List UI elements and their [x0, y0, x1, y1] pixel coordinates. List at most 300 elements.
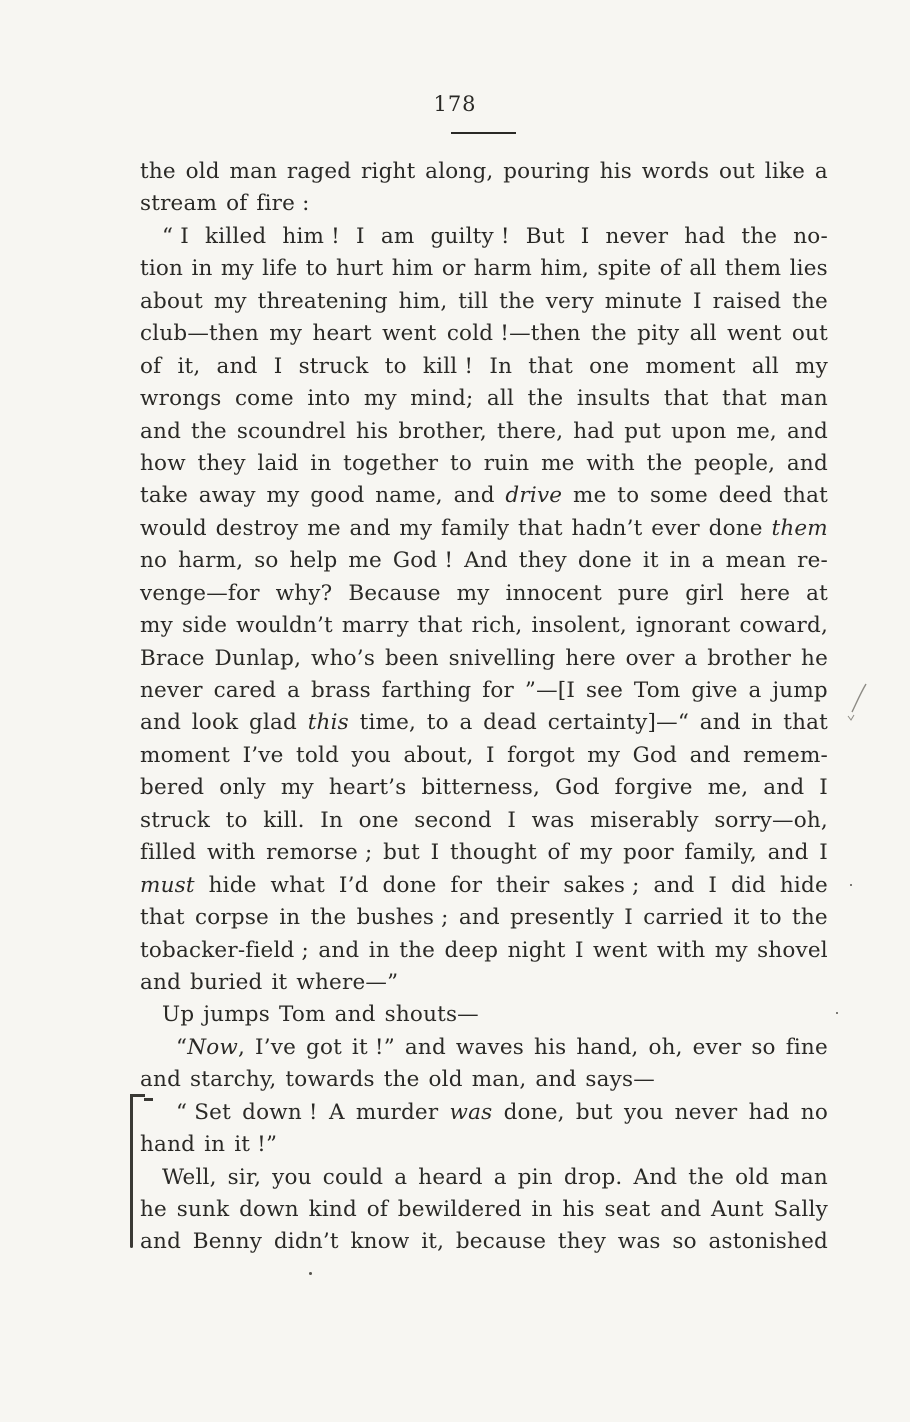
- word: some: [650, 483, 708, 509]
- word: and: [349, 515, 391, 541]
- word: heart’s: [328, 775, 407, 801]
- word: and: [699, 710, 741, 736]
- word: a: [493, 1164, 507, 1190]
- word: towards: [285, 1067, 375, 1093]
- word: raged: [286, 159, 352, 184]
- word: my: [140, 613, 173, 639]
- word: ”—[I: [524, 678, 576, 703]
- word: re-: [797, 548, 828, 574]
- word: one: [358, 807, 399, 833]
- word: that: [140, 905, 185, 931]
- word: the: [741, 223, 778, 249]
- word: jumps: [203, 1002, 270, 1028]
- word: me,: [736, 418, 777, 444]
- word: hurt: [336, 256, 384, 282]
- word: but: [383, 840, 420, 866]
- text-line: [140, 416, 828, 448]
- word: sunk: [176, 1197, 230, 1222]
- word: God: [555, 775, 600, 801]
- word: and: [140, 1229, 182, 1255]
- word: of: [659, 256, 682, 282]
- word: in: [368, 937, 390, 963]
- word: “ I: [162, 223, 189, 249]
- text-line: [140, 837, 828, 869]
- word: club—then: [140, 321, 259, 347]
- word: in: [310, 450, 332, 476]
- word: along,: [425, 159, 494, 184]
- word: it !”: [234, 1132, 278, 1158]
- text-line: [140, 188, 828, 220]
- word: all: [486, 386, 515, 412]
- word: shouts—: [384, 1002, 479, 1028]
- word: God: [632, 742, 678, 768]
- text-line: [140, 967, 828, 999]
- word: I’ve: [255, 1034, 296, 1060]
- word: no: [140, 548, 168, 574]
- word: hide: [779, 872, 828, 898]
- word: brother: [707, 645, 792, 671]
- word: I: [430, 840, 440, 866]
- word: and: [653, 872, 695, 898]
- word: man: [229, 159, 278, 184]
- word: help: [289, 548, 338, 574]
- word: about,: [403, 742, 474, 768]
- word: to: [450, 450, 472, 476]
- word: harm,: [178, 548, 244, 574]
- word: venge—for: [140, 580, 260, 606]
- word: drive: [505, 483, 563, 509]
- word: deep: [444, 937, 499, 963]
- word: ever: [651, 515, 700, 541]
- word: “ Set: [176, 1099, 231, 1125]
- word: hand,: [576, 1034, 639, 1060]
- word: no: [800, 1099, 828, 1125]
- word: dead: [483, 710, 538, 736]
- word: family: [441, 515, 510, 541]
- word: here: [739, 580, 791, 606]
- word: a: [459, 710, 473, 736]
- word: in: [531, 1197, 553, 1222]
- word: A: [328, 1099, 345, 1125]
- word: me: [541, 450, 575, 476]
- word: and: [453, 483, 495, 509]
- word: remem-: [743, 742, 828, 768]
- word: insolent,: [531, 613, 627, 639]
- word: in: [204, 1132, 226, 1158]
- text-line: [140, 318, 828, 350]
- word: had: [573, 418, 615, 444]
- word: who’s: [311, 645, 376, 671]
- word: insults: [576, 386, 651, 412]
- word: my: [220, 256, 254, 282]
- word: it: [271, 969, 288, 995]
- word: he: [140, 1197, 167, 1222]
- word: give: [691, 678, 738, 703]
- word: tion: [140, 256, 184, 282]
- word: struck: [140, 807, 211, 833]
- word: forgot: [507, 742, 575, 768]
- word: together: [343, 450, 439, 476]
- word: the: [646, 450, 683, 476]
- word: went: [593, 937, 648, 963]
- word: see: [585, 678, 624, 703]
- word: killed: [204, 223, 267, 249]
- paper-speck: [850, 884, 852, 886]
- word: and: [660, 1197, 702, 1222]
- text-line: [140, 351, 828, 383]
- word: me,: [707, 775, 749, 801]
- word: stream: [140, 191, 218, 217]
- word: starchy,: [190, 1067, 277, 1093]
- word: with: [656, 937, 706, 963]
- word: certainty]—“: [547, 710, 690, 736]
- paper-speck: [309, 1272, 312, 1275]
- word: snivelling: [448, 645, 556, 671]
- word: down !: [242, 1099, 318, 1125]
- paper-speck: [836, 1012, 838, 1014]
- word: I’ve: [242, 742, 284, 768]
- word: for: [450, 872, 483, 898]
- word: coward,: [739, 613, 828, 639]
- word: cared: [213, 678, 277, 703]
- word: poor: [623, 840, 674, 866]
- word: Benny: [192, 1229, 263, 1255]
- word: a: [394, 1164, 408, 1190]
- word: in: [751, 710, 773, 736]
- word: that: [518, 515, 563, 541]
- word: my: [399, 515, 433, 541]
- word: about: [140, 288, 204, 314]
- word: they: [197, 450, 246, 476]
- word: no-: [793, 223, 828, 249]
- word: hadn’t: [571, 515, 643, 541]
- word: spite: [597, 256, 652, 282]
- word: and: [318, 937, 360, 963]
- word: done: [708, 515, 763, 541]
- margin-pencil-stroke: [846, 682, 870, 722]
- word: and: [404, 1034, 446, 1060]
- word: know: [350, 1229, 410, 1255]
- word: I’d: [338, 872, 369, 898]
- word: sakes ;: [563, 872, 640, 898]
- word: of: [226, 191, 248, 217]
- word: ever: [692, 1034, 742, 1060]
- word: one: [589, 353, 630, 379]
- word: him,: [398, 288, 448, 314]
- word: and: [140, 710, 182, 736]
- word: out: [791, 321, 828, 347]
- word: life: [262, 256, 298, 282]
- word: lies: [789, 256, 828, 282]
- word: sorry—oh,: [714, 807, 828, 833]
- text-line: [140, 805, 828, 837]
- word: how: [140, 450, 186, 476]
- word: I: [693, 288, 702, 314]
- word: moment: [645, 353, 736, 379]
- word: was: [531, 807, 575, 833]
- word: had: [748, 1099, 790, 1125]
- word: a: [701, 548, 715, 574]
- word: my: [714, 937, 748, 963]
- text-line: [140, 383, 828, 415]
- text-line: [140, 643, 828, 675]
- word: threatening: [257, 288, 388, 314]
- word: And: [633, 1164, 678, 1190]
- word: must: [140, 872, 195, 898]
- text-line: [140, 448, 828, 480]
- word: till: [458, 288, 489, 314]
- word: and: [140, 1067, 182, 1093]
- word: destroy: [215, 515, 299, 541]
- word: went: [727, 321, 782, 347]
- word: good: [310, 483, 365, 509]
- word: I: [580, 223, 590, 249]
- word: Tom: [279, 1002, 326, 1028]
- word: there,: [496, 418, 564, 444]
- word: hand: [140, 1132, 196, 1158]
- word: old: [735, 1164, 770, 1190]
- word: out: [718, 159, 755, 184]
- word: so: [254, 548, 279, 574]
- word: mean: [725, 548, 787, 574]
- word: I: [507, 807, 517, 833]
- word: the: [383, 1067, 420, 1093]
- word: it: [642, 548, 659, 574]
- word: bitterness,: [421, 775, 541, 801]
- word: his: [356, 418, 389, 444]
- word: the: [792, 288, 828, 314]
- word: the: [191, 418, 227, 444]
- word: corpse: [195, 905, 269, 931]
- word: seat: [604, 1197, 651, 1222]
- word: to: [305, 256, 328, 282]
- word: presently: [510, 905, 614, 931]
- word: Sally: [773, 1197, 828, 1222]
- word: scoundrel: [236, 418, 347, 444]
- margin-pencil-bracket-top: [130, 1094, 145, 1097]
- word: ignorant: [635, 613, 731, 639]
- word: glad: [249, 710, 298, 736]
- word: or: [441, 256, 466, 282]
- word: him !: [282, 223, 340, 249]
- text-line: [140, 1162, 828, 1194]
- word: into: [307, 386, 351, 412]
- word: down: [239, 1197, 299, 1222]
- word: buried: [190, 969, 263, 995]
- text-line: [140, 1032, 828, 1064]
- text-line: [140, 1194, 828, 1226]
- word: that: [783, 483, 828, 509]
- word: struck: [298, 353, 369, 379]
- text-line: [140, 286, 828, 318]
- word: his: [599, 159, 633, 184]
- word: kill.: [263, 807, 305, 833]
- word: wrongs: [140, 386, 222, 412]
- word: it,: [177, 353, 201, 379]
- word: done,: [503, 1099, 565, 1125]
- text-line: [140, 870, 828, 902]
- word: this: [307, 710, 349, 736]
- text-line: [140, 935, 828, 967]
- word: in: [279, 905, 301, 931]
- word: what: [270, 872, 326, 898]
- word: to: [426, 710, 449, 736]
- text-line: [140, 610, 828, 642]
- word: my: [269, 321, 303, 347]
- word: look: [191, 710, 239, 736]
- word: brass: [310, 678, 371, 703]
- word: Up: [162, 1002, 195, 1028]
- word: heart: [312, 321, 372, 347]
- word: forgive: [614, 775, 693, 801]
- word: words: [641, 159, 710, 184]
- word: guilty !: [430, 223, 510, 249]
- word: you: [623, 1099, 664, 1125]
- word: fine: [785, 1034, 828, 1060]
- word: to: [617, 483, 640, 509]
- word: he: [801, 645, 828, 671]
- word: man: [780, 1164, 828, 1190]
- word: me: [307, 515, 341, 541]
- word: of: [547, 840, 569, 866]
- text-line: [140, 1129, 828, 1161]
- word: In: [320, 807, 343, 833]
- word: jump: [772, 678, 828, 703]
- word: I: [574, 937, 584, 963]
- word: all: [751, 353, 779, 379]
- word: raised: [712, 288, 782, 314]
- word: Well,: [162, 1164, 217, 1190]
- word: it: [733, 905, 750, 931]
- word: murder: [355, 1099, 439, 1125]
- word: him,: [540, 256, 589, 282]
- word: them: [724, 256, 782, 282]
- word: was: [617, 1229, 661, 1255]
- word: pure: [617, 580, 670, 606]
- word: a: [287, 678, 301, 703]
- word: laid: [257, 450, 299, 476]
- word: away: [198, 483, 256, 509]
- word: done: [382, 872, 437, 898]
- word: Aunt: [711, 1197, 764, 1222]
- word: the: [499, 288, 535, 314]
- word: In: [489, 353, 513, 379]
- word: did: [730, 872, 766, 898]
- word: man,: [471, 1067, 527, 1093]
- word: innocent: [505, 580, 602, 606]
- word: and: [334, 1002, 376, 1028]
- word: But: [525, 223, 565, 249]
- word: marry: [341, 613, 409, 639]
- word: was: [449, 1099, 493, 1125]
- word: why?: [275, 580, 333, 606]
- word: here: [565, 645, 616, 671]
- word: take: [140, 483, 189, 509]
- word: and: [140, 418, 182, 444]
- word: man: [780, 386, 828, 412]
- word: drop.: [563, 1164, 623, 1190]
- word: I: [819, 775, 828, 801]
- word: night: [507, 937, 566, 963]
- word: family,: [684, 840, 757, 866]
- word: all: [689, 256, 717, 282]
- word: brother,: [398, 418, 487, 444]
- word: him: [391, 256, 434, 282]
- word: Because: [348, 580, 441, 606]
- word: astonished: [708, 1229, 828, 1255]
- word: fire :: [256, 191, 310, 217]
- word: second: [414, 807, 492, 833]
- word: I: [485, 742, 495, 768]
- word: got: [305, 1034, 342, 1060]
- word: old: [428, 1067, 463, 1093]
- word: in: [669, 548, 691, 574]
- word: Brace: [140, 645, 205, 671]
- word: because: [455, 1229, 547, 1255]
- word: says—: [585, 1067, 655, 1093]
- word: and: [763, 775, 805, 801]
- word: and: [689, 742, 731, 768]
- word: done: [577, 548, 632, 574]
- word: so: [751, 1034, 776, 1060]
- text-line: [140, 221, 828, 253]
- text-line: [140, 707, 828, 739]
- word: people,: [694, 450, 776, 476]
- word: went: [382, 321, 437, 347]
- word: very: [545, 288, 594, 314]
- word: that: [417, 613, 463, 639]
- word: bewildered: [397, 1197, 522, 1222]
- word: and: [216, 353, 258, 379]
- word: the: [399, 937, 436, 963]
- text-line: [140, 1097, 828, 1129]
- word: could: [322, 1164, 384, 1190]
- word: of: [140, 353, 162, 379]
- word: farthing: [381, 678, 472, 703]
- word: the: [140, 159, 176, 184]
- word: but: [575, 1099, 613, 1125]
- word: of: [366, 1197, 389, 1222]
- word: miserably: [590, 807, 699, 833]
- word: my: [579, 840, 613, 866]
- word: they: [518, 548, 567, 574]
- word: thought: [449, 840, 537, 866]
- word: with: [586, 450, 635, 476]
- word: filled: [140, 840, 197, 866]
- word: so: [672, 1229, 697, 1255]
- word: pity: [637, 321, 680, 347]
- word: where—”: [296, 969, 399, 995]
- text-line: [140, 545, 828, 577]
- word: that: [663, 386, 709, 412]
- word: right: [361, 159, 416, 184]
- word: told: [296, 742, 340, 768]
- word: “Now,: [176, 1034, 246, 1060]
- word: that: [783, 710, 828, 736]
- word: never: [605, 223, 669, 249]
- text-line: [140, 740, 828, 772]
- text-line: [140, 999, 828, 1031]
- text-line: [140, 156, 828, 188]
- text-line: [140, 1226, 828, 1258]
- word: tobacker-field ;: [140, 937, 309, 963]
- text-line: [140, 480, 828, 512]
- word: the: [527, 386, 564, 412]
- word: remorse ;: [266, 840, 373, 866]
- word: that: [722, 386, 767, 412]
- word: time,: [359, 710, 417, 736]
- word: been: [384, 645, 439, 671]
